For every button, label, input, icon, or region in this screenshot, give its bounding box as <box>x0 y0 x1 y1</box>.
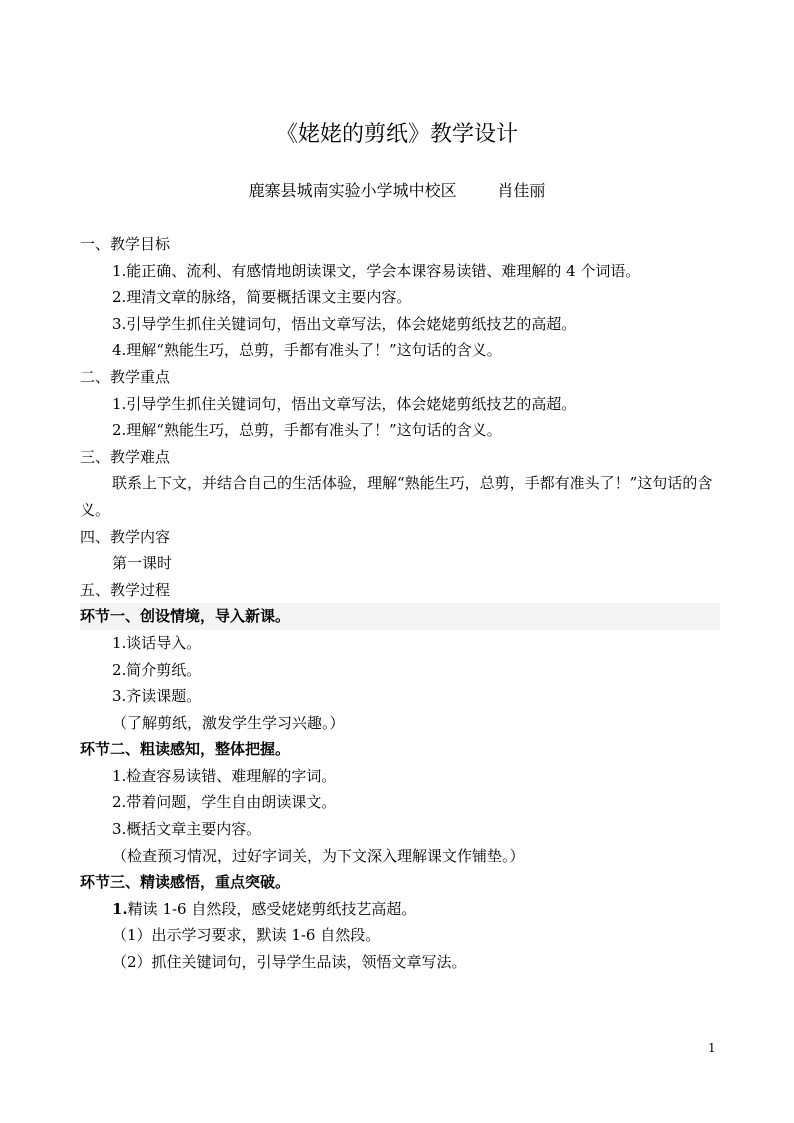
key-point-item: 2.理解“熟能生巧，总剪，手都有准头了！”这句话的含义。 <box>112 421 502 440</box>
stage-one-note: （了解剪纸，激发学生学习兴趣。） <box>112 713 345 732</box>
objective-item: 3.引导学生抓住关键词句，悟出文章写法，体会姥姥剪纸技艺的高超。 <box>112 314 577 333</box>
page-number: 1 <box>708 1041 716 1055</box>
stage-one-item: 2.简介剪纸。 <box>112 660 202 679</box>
content-text: 第一课时 <box>112 554 173 573</box>
stage-one-heading: 环节一、创设情境，导入新课。 <box>80 603 720 630</box>
page-title: 《姥姥的剪纸》教学设计 <box>275 122 518 147</box>
stage-three-item-number: 1. <box>112 899 128 918</box>
section-heading-content: 四、教学内容 <box>80 527 171 546</box>
document-body <box>80 231 720 976</box>
objective-item: 2.理清文章的脉络，简要概括课文主要内容。 <box>112 288 412 307</box>
stage-three-item <box>80 896 720 923</box>
section-heading-process: 五、教学过程 <box>80 580 171 599</box>
difficulty-paragraph: 联系上下文，并结合自己的生活体验，理解“熟能生巧，总剪，手都有准头了！”这句话的含义。 <box>80 474 713 519</box>
stage-one-item: 1.谈话导入。 <box>112 633 202 652</box>
stage-three-item-text: 精读 1-6 自然段，感受姥姥剪纸技艺高超。 <box>127 899 417 918</box>
stage-three-subitem: （2）抓住关键词句，引导学生品读，领悟文章写法。 <box>112 953 467 972</box>
stage-one-item: 3.齐读课题。 <box>112 687 202 706</box>
stage-two-heading: 环节二、粗读感知，整体把握。 <box>80 740 291 759</box>
stage-two-item: 3.概括文章主要内容。 <box>112 820 262 839</box>
section-heading-difficulties: 三、教学难点 <box>80 447 171 466</box>
stage-two-note: （检查预习情况，过好字词关，为下文深入理解课文作铺垫。） <box>112 846 525 865</box>
stage-three-subitem: （1）出示学习要求，默读 1-6 自然段。 <box>112 926 381 945</box>
key-point-item: 1.引导学生抓住关键词句，悟出文章写法，体会姥姥剪纸技艺的高超。 <box>112 394 577 413</box>
stage-two-item: 1.检查容易读错、难理解的字词。 <box>112 766 337 785</box>
objective-item: 1.能正确、流利、有感情地朗读课文，学会本课容易读错、难理解的 4 个词语。 <box>112 261 641 280</box>
objective-item: 4.理解“熟能生巧，总剪，手都有准头了！”这句话的含义。 <box>112 341 502 360</box>
section-heading-objectives: 一、教学目标 <box>80 235 171 253</box>
section-heading-key-points: 二、教学重点 <box>80 367 171 386</box>
author-line: 鹿寨县城南实验小学城中校区 肖佳丽 <box>248 181 546 200</box>
stage-three-heading: 环节三、精读感悟，重点突破。 <box>80 873 291 892</box>
stage-two-item: 2.带着问题，学生自由朗读课文。 <box>112 793 337 812</box>
